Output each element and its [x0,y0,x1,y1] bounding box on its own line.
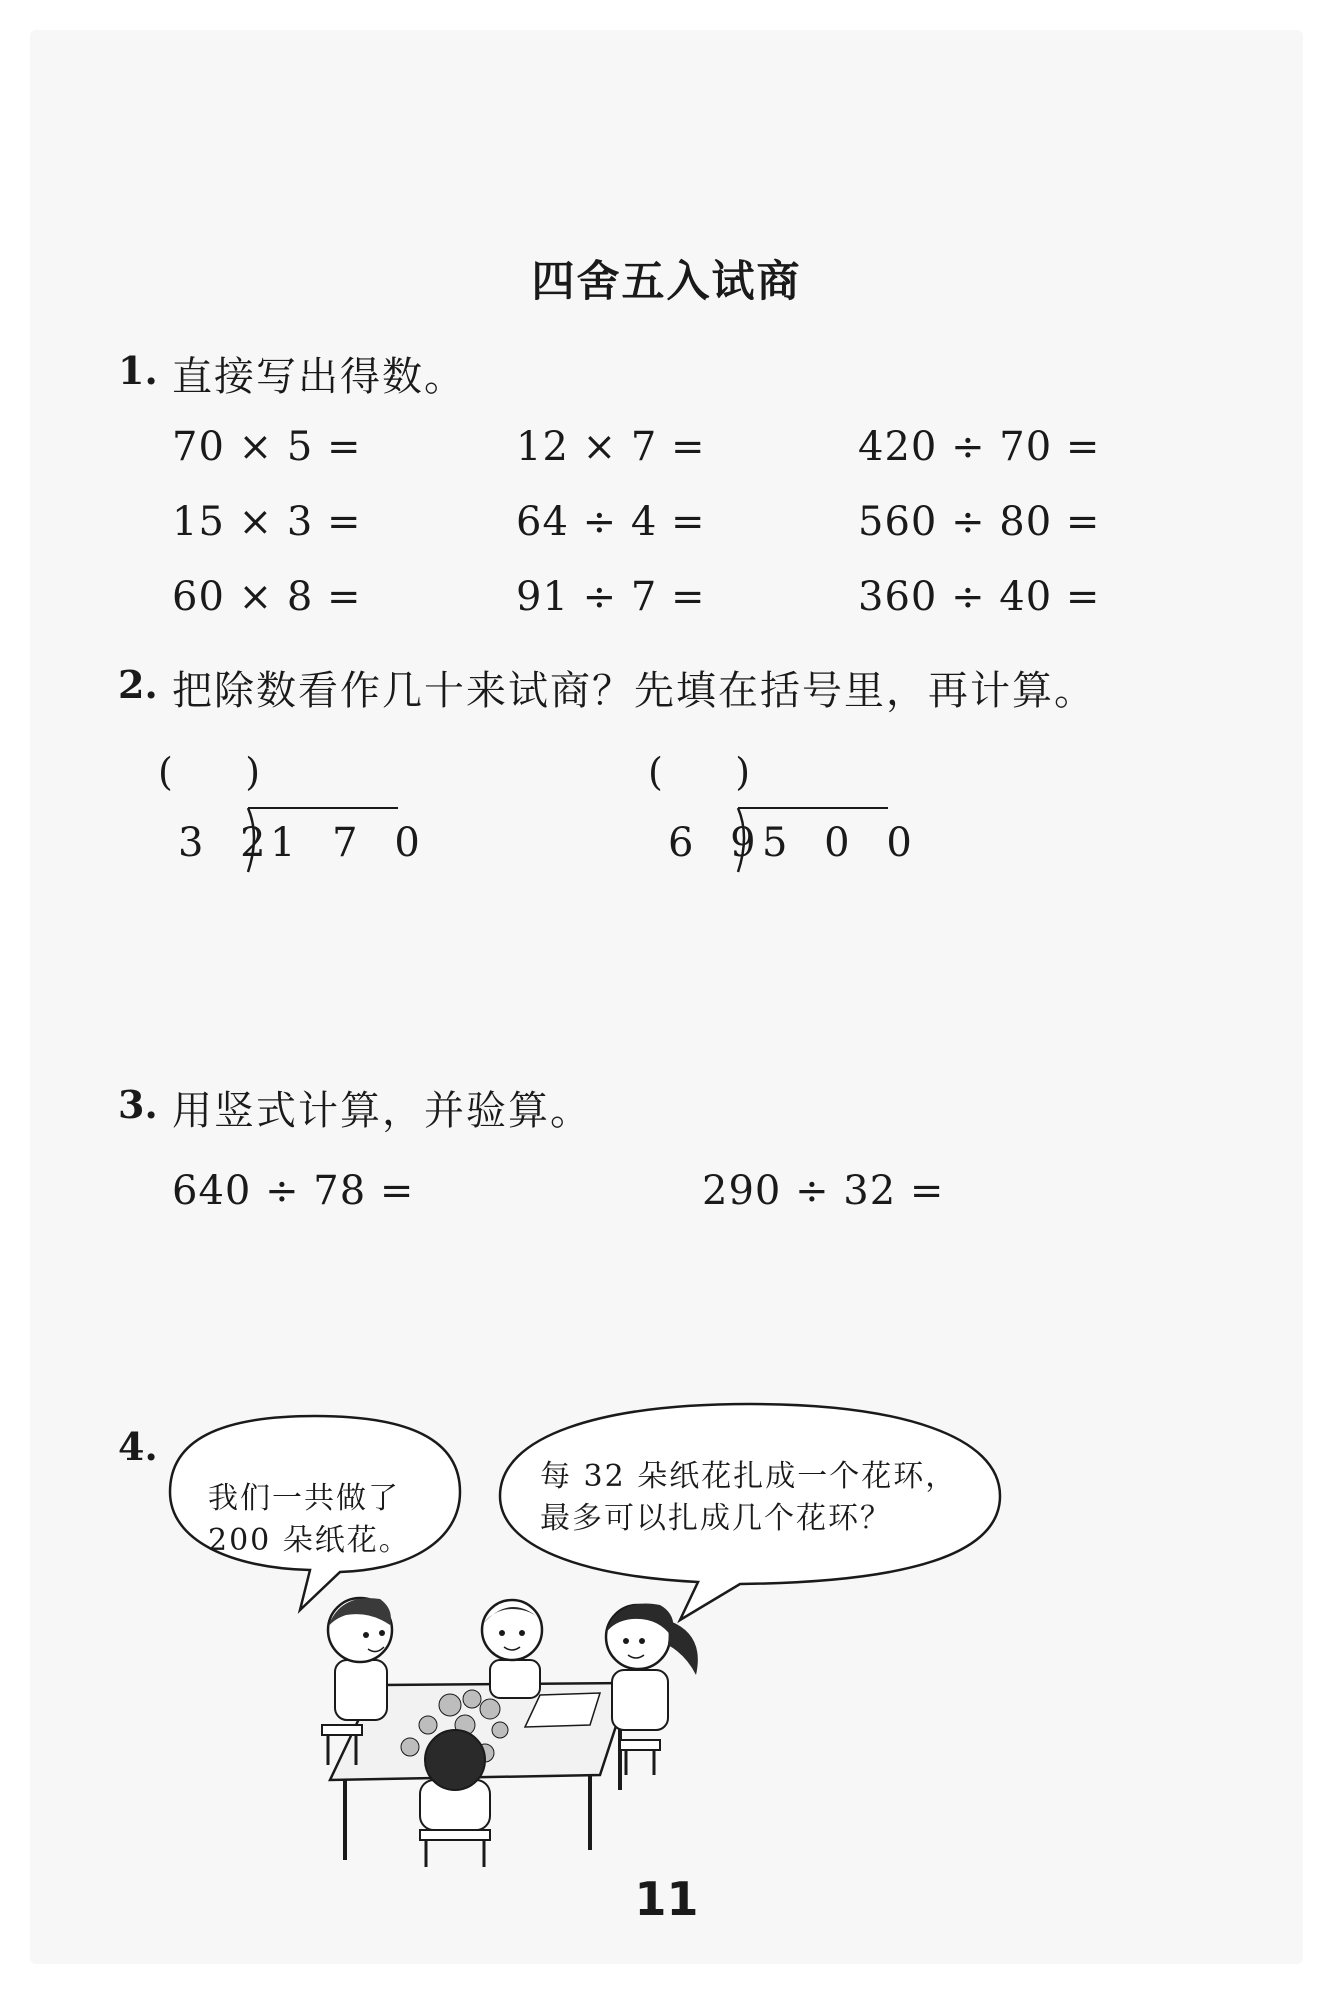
q1-expr: 15 × 3 = [172,499,362,545]
page-number: 11 [634,1872,699,1926]
page-title: 四舍五入试商 [531,257,802,307]
q1-expr: 91 ÷ 7 = [516,574,706,620]
answer-parentheses: ( ) [648,750,751,794]
speech-text-right: 每 32 朵纸花扎成一个花环， 最多可以扎成几个花环？ [540,1459,958,1536]
q3-number: 3. [118,1082,158,1127]
q2-number: 2. [118,662,158,707]
speech-text-left: 我们一共做了 200 朵纸花。 [208,1481,411,1558]
q1-expr: 420 ÷ 70 = [858,424,1101,470]
divisor: 6 9 [668,820,768,866]
children-at-table-illustration [300,1575,720,1875]
q1-expr: 360 ÷ 40 = [858,574,1101,620]
q4-number: 4. [118,1424,158,1469]
answer-parentheses: ( ) [158,750,261,794]
dividend: 5 0 0 [762,820,924,866]
q1-expr: 60 × 8 = [172,574,362,620]
q2-text: 把除数看作几十来试商？先填在括号里，再计算。 [172,668,1096,714]
q1-expr: 560 ÷ 80 = [858,499,1101,545]
q1-expr: 64 ÷ 4 = [516,499,706,545]
q3-expr: 290 ÷ 32 = [702,1168,945,1214]
q3-text: 用竖式计算，并验算。 [172,1088,592,1134]
q1-text: 直接写出得数。 [172,354,466,400]
dividend: 1 7 0 [270,820,432,866]
q1-expr: 12 × 7 = [516,424,706,470]
q1-number: 1. [118,348,158,393]
q1-expr: 70 × 5 = [172,424,362,470]
divisor: 3 2 [178,820,278,866]
q3-expr: 640 ÷ 78 = [172,1168,415,1214]
